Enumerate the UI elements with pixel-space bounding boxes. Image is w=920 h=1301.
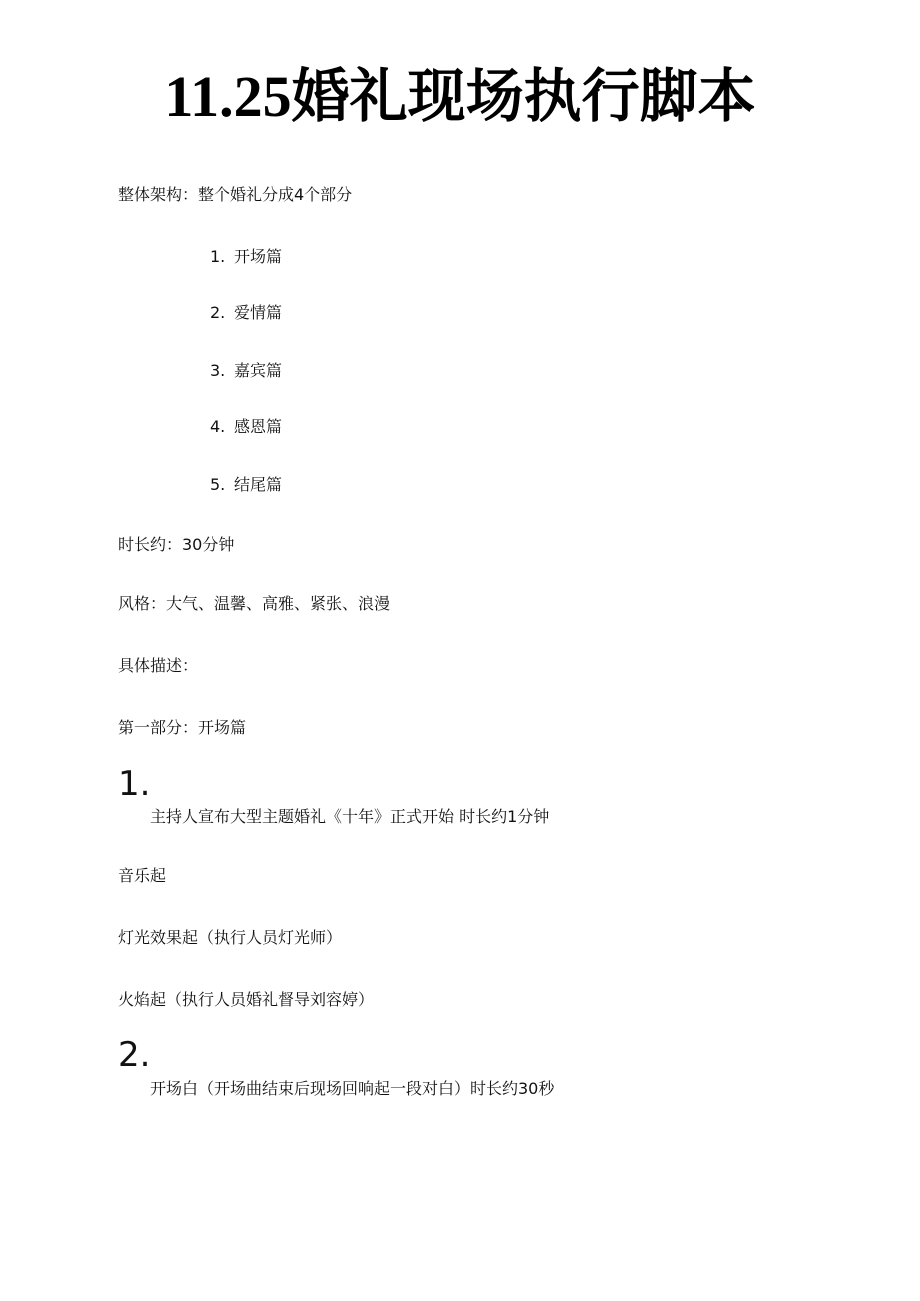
part-number: 5.: [210, 475, 226, 494]
document-title: 11.25婚礼现场执行脚本: [164, 64, 756, 129]
description-heading: 具体描述：: [118, 656, 199, 675]
step-number: 1.: [118, 764, 151, 804]
cue-line: 音乐起: [118, 866, 167, 885]
step-text: 主持人宣布大型主题婚礼《十年》正式开始 时长约1分钟: [150, 807, 550, 826]
part-label: 结尾篇: [234, 475, 283, 494]
section-one-heading: 第一部分：开场篇: [118, 718, 247, 737]
part-list-item: [210, 360, 282, 382]
part-list-item: [210, 474, 282, 496]
duration-line: 时长约：30分钟: [118, 535, 235, 554]
part-label: 感恩篇: [234, 417, 283, 436]
part-number: 4.: [210, 417, 226, 436]
part-label: 开场篇: [234, 247, 283, 266]
part-number: 3.: [210, 361, 226, 380]
cue-line: 火焰起（执行人员婚礼督导刘容婷）: [118, 990, 375, 1009]
part-number: 1.: [210, 247, 226, 266]
structure-line: 整体架构：整个婚礼分成4个部分: [118, 185, 353, 204]
style-line: 风格：大气、温馨、高雅、紧张、浪漫: [118, 594, 391, 613]
part-list-item: [210, 416, 282, 438]
part-number: 2.: [210, 303, 226, 322]
part-label: 嘉宾篇: [234, 361, 283, 380]
cue-line: 灯光效果起（执行人员灯光师）: [118, 928, 343, 947]
part-label: 爱情篇: [234, 303, 283, 322]
step-number: 2.: [118, 1035, 151, 1075]
step-text: 开场白（开场曲结束后现场回响起一段对白）时长约30秒: [150, 1079, 555, 1098]
part-list-item: [210, 302, 282, 324]
part-list-item: [210, 246, 282, 268]
